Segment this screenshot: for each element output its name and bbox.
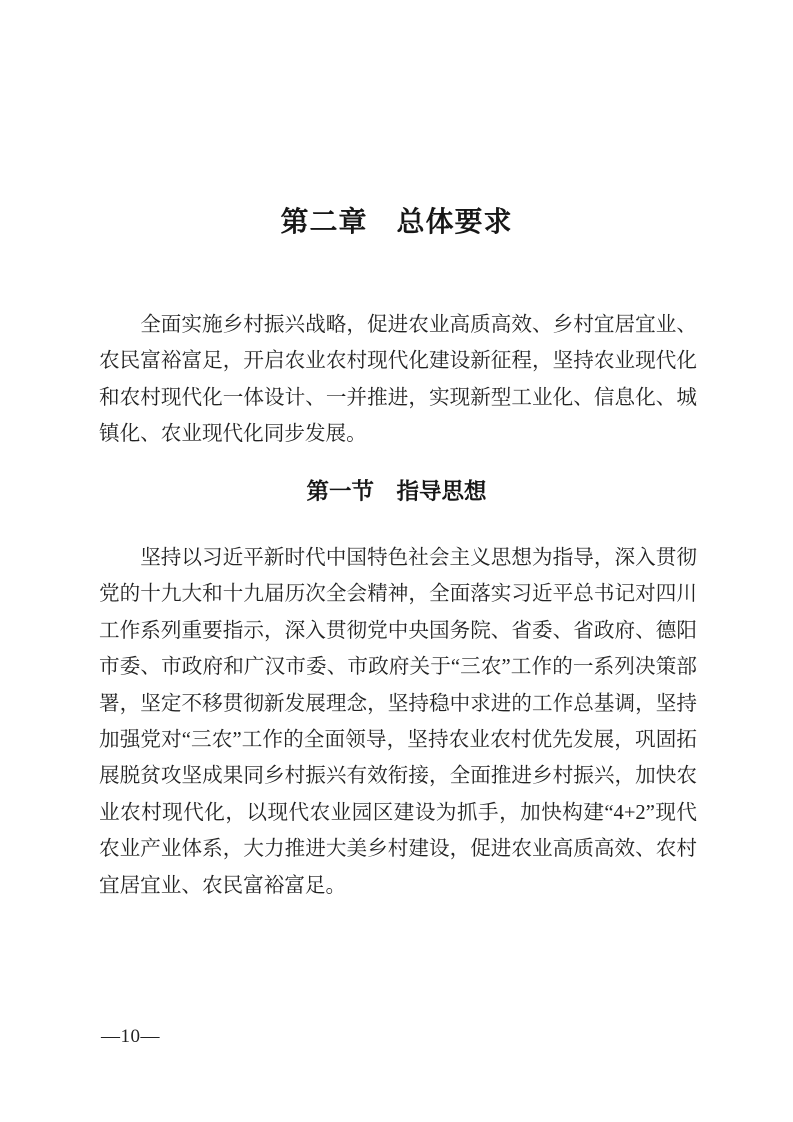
paragraph-guiding-ideology: 坚持以习近平新时代中国特色社会主义思想为指导，深入贯彻党的十九大和十九届历次全会精神，全面落实习近平总书记对四川工作系列重要指示，深入贯彻党中央国务院、省委、省政府、德阳市委、市政府和广汉市委、市政府关于“三农”工作的一系列决策部署，坚定不移贯彻新发展理念，坚持稳中求进的工作总基调，坚持加强党对“三农”工作的全面领导，坚持农业农村优先发展，巩固拓展脱贫攻坚成果同乡村振兴有效衔接，全面推进乡村振兴，加快农业农村现代化，以现代农业园区建设为抓手，加快构建“4+2”现代农业产业体系，大力推进大美乡村建设，促进农业高质高效、农村宜居宜业、农民富裕富足。 bbox=[99, 547, 697, 897]
page-number: —10— bbox=[101, 1026, 160, 1047]
paragraph-overview: 全面实施乡村振兴战略，促进农业高质高效、乡村宜居宜业、农民富裕富足，开启农业农村现代化建设新征程，坚持农业现代化和农村现代化一体设计、一并推进，实现新型工业化、信息化、城镇化、农业现代化同步发展。 bbox=[99, 314, 697, 446]
section-title: 第一节 指导思想 bbox=[306, 479, 487, 504]
chapter-title: 第二章 总体要求 bbox=[280, 206, 513, 237]
